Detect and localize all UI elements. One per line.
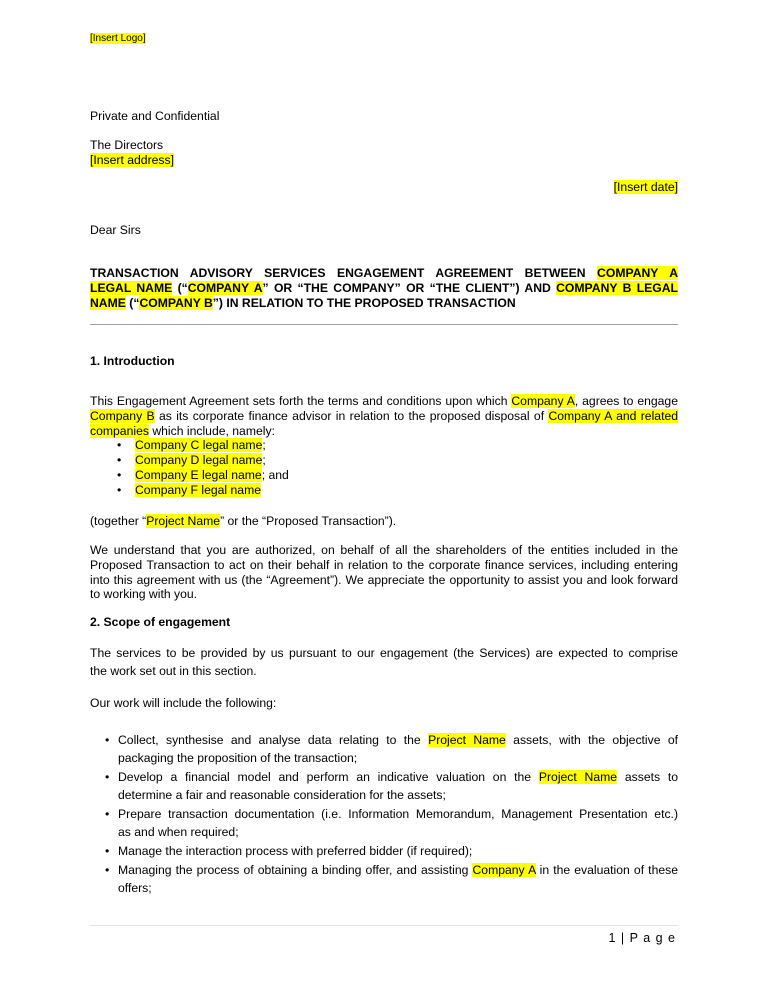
list-item: • Company D legal name; bbox=[117, 453, 266, 468]
bullet-icon: • bbox=[117, 467, 122, 482]
title-line-1: TRANSACTION ADVISORY SERVICES ENGAGEMENT AGREEMENT BETWEEN COMPANY A bbox=[90, 266, 678, 280]
bullet-icon: • bbox=[105, 844, 110, 858]
bullet-icon: • bbox=[105, 770, 110, 784]
addressee: The Directors bbox=[90, 138, 164, 152]
salutation: Dear Sirs bbox=[90, 223, 141, 237]
list-item: • Managing the process of obtaining a binding offer, and assisting Company A in the evaluation of these offers; bbox=[105, 863, 678, 895]
list-item: • Company E legal name; and bbox=[117, 467, 289, 482]
list-item: • Collect, synthesise and analyse data relating to the Project Name assets, with the objective of packaging the proposition of the transaction; bbox=[105, 733, 679, 765]
section-2-heading: 2. Scope of engagement bbox=[90, 615, 231, 629]
confidentiality-line: Private and Confidential bbox=[90, 109, 220, 123]
footer-divider bbox=[90, 925, 678, 926]
section-1-heading: 1. Introduction bbox=[90, 354, 175, 368]
section-2-paragraph-2: Our work will include the following: bbox=[90, 696, 277, 710]
logo-placeholder: [Insert Logo] bbox=[90, 33, 146, 44]
bullet-icon: • bbox=[117, 482, 122, 497]
section-1-paragraph-3: We understand that you are authorized, on behalf of all the shareholders of the entities included in the Proposed Transaction to act on their behalf in relation to the corporate finance services, including entering into this agreement with us (the “Agreement”). We appreciate the opportunity to assist you and look forward to working with you. bbox=[90, 543, 678, 602]
date-line bbox=[90, 180, 678, 195]
list-item: • Company C legal name; bbox=[117, 438, 266, 453]
footer-separator: | bbox=[620, 931, 626, 945]
page-footer bbox=[608, 931, 676, 945]
page-label: P a g e bbox=[629, 931, 676, 945]
section-2-paragraph-1: The services to be provided by us pursuant to our engagement (the Services) are expected to comprise the work set out in this section. bbox=[90, 646, 678, 678]
bullet-icon: • bbox=[117, 453, 122, 468]
section-1-paragraph-1: This Engagement Agreement sets forth the terms and conditions upon which Company A, agrees to engage Company B as its corporate finance advisor in relation to the proposed disposal of Company A and related companies which include, namely: • Company C legal name; • Company D legal name; • Company E legal name; and • Company F legal name bbox=[90, 394, 679, 497]
addressee-block bbox=[90, 138, 678, 168]
list-item: • Manage the interaction process with preferred bidder (if required); bbox=[105, 844, 473, 858]
section-1-paragraph-2: (together “Project Name” or the “Proposed Transaction”). bbox=[90, 514, 397, 528]
date-placeholder: [Insert date] bbox=[613, 180, 678, 194]
page-number: 1 bbox=[608, 931, 617, 945]
bullet-icon: • bbox=[105, 733, 110, 747]
list-item: • Develop a financial model and perform an indicative valuation on the Project Name assets to determine a fair and reasonable consideration for the assets; bbox=[105, 770, 679, 802]
bullet-icon: • bbox=[105, 807, 110, 821]
list-item: • Company F legal name bbox=[117, 482, 261, 497]
services-list bbox=[90, 731, 678, 898]
title-divider bbox=[90, 324, 678, 325]
title-line-2: LEGAL NAME (“COMPANY A” OR “THE COMPANY” OR “THE CLIENT”) AND COMPANY B LEGAL bbox=[90, 281, 678, 295]
address-placeholder: [Insert address] bbox=[90, 152, 174, 167]
title-line-3: NAME (“COMPANY B”) IN RELATION TO THE PROPOSED TRANSACTION bbox=[90, 296, 516, 310]
agreement-title bbox=[90, 266, 678, 311]
company-list bbox=[90, 438, 678, 497]
bullet-icon: • bbox=[105, 863, 110, 877]
bullet-icon: • bbox=[117, 438, 122, 453]
list-item: • Prepare transaction documentation (i.e. Information Memorandum, Management Presentation etc.) as and when required; bbox=[105, 807, 678, 839]
